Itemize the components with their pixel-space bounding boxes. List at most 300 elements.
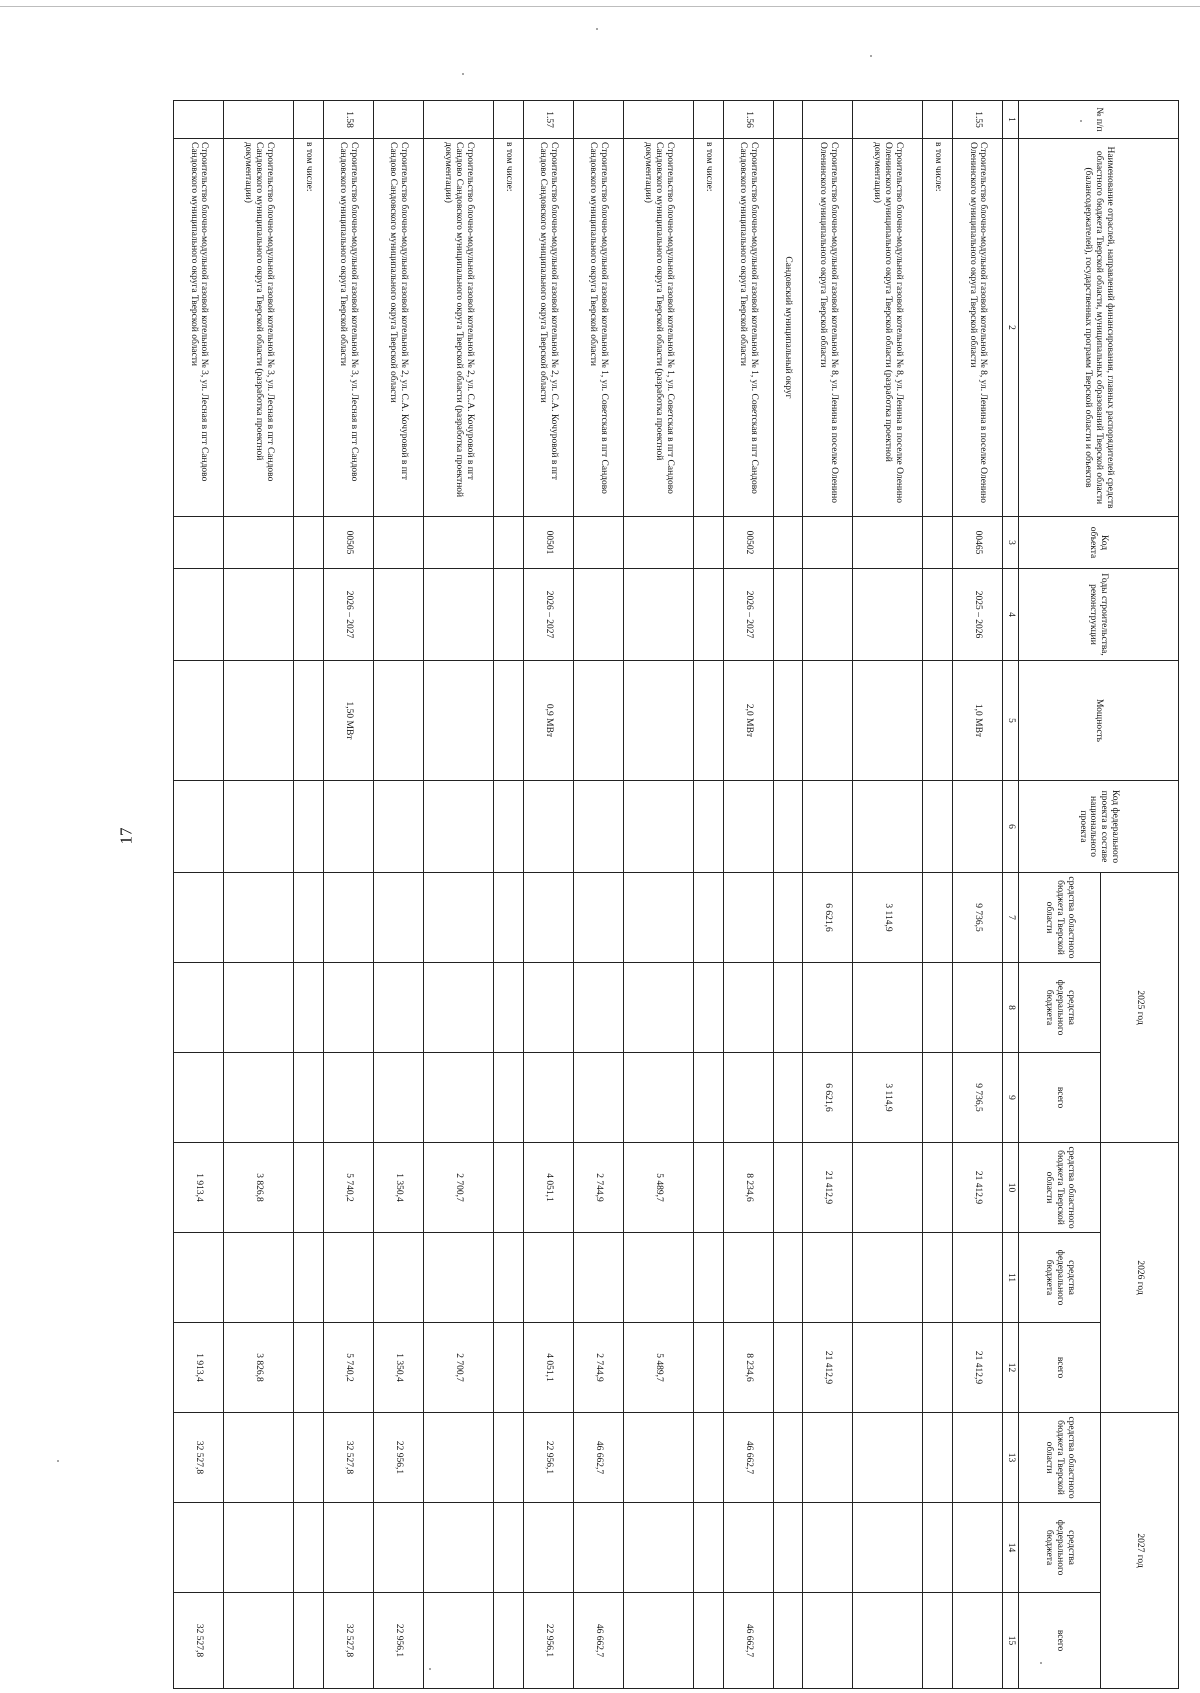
row-name-cell: в том числе: [693, 139, 723, 517]
power-cell [573, 661, 623, 781]
federal-2025-cell [294, 963, 324, 1053]
total-2025-cell [174, 1053, 224, 1143]
column-number: 6 [1003, 781, 1019, 873]
total-2027-cell [224, 1593, 294, 1689]
total-2026-cell: 2 700,7 [423, 1323, 493, 1413]
federal-project-code-cell [224, 781, 294, 873]
row-number-cell: 1.56 [723, 101, 773, 139]
federal-2025-cell [693, 963, 723, 1053]
total-2025-cell [623, 1053, 693, 1143]
regional-2025-cell [494, 873, 524, 963]
section-row [773, 101, 803, 1689]
subheader-regional-2027: средства областного бюджета Тверской области [1019, 1413, 1101, 1503]
power-cell [773, 661, 803, 781]
regional-2027-cell: 32 527,8 [174, 1413, 224, 1503]
federal-2025-cell [573, 963, 623, 1053]
row-number-cell [773, 101, 803, 139]
total-2026-cell: 5 489,7 [623, 1323, 693, 1413]
regional-2026-cell: 5 489,7 [623, 1143, 693, 1233]
object-code-cell [623, 517, 693, 569]
table-row [573, 101, 623, 1689]
federal-2026-cell [294, 1233, 324, 1323]
total-2026-cell [494, 1323, 524, 1413]
federal-project-code-cell [294, 781, 324, 873]
table-row [373, 101, 423, 1689]
regional-2027-cell [294, 1413, 324, 1503]
subheader-regional-2025: средства областного бюджета Тверской области [1019, 873, 1101, 963]
federal-project-code-cell [773, 781, 803, 873]
federal-2027-cell [723, 1503, 773, 1593]
federal-2025-cell [623, 963, 693, 1053]
row-number-cell [693, 101, 723, 139]
total-2026-cell: 8 234,6 [723, 1323, 773, 1413]
object-code-cell: 00465 [953, 517, 1003, 569]
federal-2026-cell [494, 1233, 524, 1323]
scan-edge-line [0, 6, 1200, 7]
total-2027-cell: 32 527,8 [323, 1593, 373, 1689]
column-number: 2 [1003, 139, 1019, 517]
row-number-cell [573, 101, 623, 139]
federal-project-code-cell [373, 781, 423, 873]
regional-2025-cell [623, 873, 693, 963]
federal-2027-cell [373, 1503, 423, 1593]
scan-speck [870, 55, 872, 57]
federal-2027-cell [773, 1503, 803, 1593]
regional-2025-cell [373, 873, 423, 963]
federal-project-code-cell [923, 781, 953, 873]
power-cell [803, 661, 853, 781]
total-2025-cell [723, 1053, 773, 1143]
row-number-cell [224, 101, 294, 139]
federal-2025-cell [803, 963, 853, 1053]
federal-2027-cell [923, 1503, 953, 1593]
regional-2027-cell [923, 1413, 953, 1503]
regional-2027-cell [803, 1413, 853, 1503]
total-2027-cell: 32 527,8 [174, 1593, 224, 1689]
object-code-cell [373, 517, 423, 569]
header-power: Мощность [1019, 661, 1179, 781]
power-cell [623, 661, 693, 781]
regional-2025-cell [573, 873, 623, 963]
federal-2025-cell [494, 963, 524, 1053]
row-number-cell [494, 101, 524, 139]
column-number: 11 [1003, 1233, 1019, 1323]
power-cell [174, 661, 224, 781]
table-row [494, 101, 524, 1689]
federal-2027-cell [803, 1503, 853, 1593]
regional-2026-cell: 2 700,7 [423, 1143, 493, 1233]
row-number-cell [623, 101, 693, 139]
row-number-cell [803, 101, 853, 139]
federal-2027-cell [523, 1503, 573, 1593]
column-number: 5 [1003, 661, 1019, 781]
construction-years-cell [853, 569, 923, 661]
table-row [623, 101, 693, 1689]
table-row [294, 101, 324, 1689]
construction-years-cell [923, 569, 953, 661]
scan-speck [57, 1460, 59, 1462]
federal-project-code-cell [523, 781, 573, 873]
regional-2026-cell: 5 740,2 [323, 1143, 373, 1233]
federal-2025-cell [423, 963, 493, 1053]
regional-2026-cell [853, 1143, 923, 1233]
federal-2027-cell [494, 1503, 524, 1593]
federal-2027-cell [174, 1503, 224, 1593]
total-2025-cell: 9 736,5 [953, 1053, 1003, 1143]
header-year-2026: 2026 год [1101, 1143, 1179, 1413]
federal-2026-cell [373, 1233, 423, 1323]
regional-2027-cell: 46 662,7 [723, 1413, 773, 1503]
column-number: 9 [1003, 1053, 1019, 1143]
object-code-cell [423, 517, 493, 569]
regional-2026-cell [294, 1143, 324, 1233]
regional-2026-cell: 21 412,9 [953, 1143, 1003, 1233]
regional-2027-cell [853, 1413, 923, 1503]
construction-years-cell [373, 569, 423, 661]
regional-2025-cell [294, 873, 324, 963]
regional-2027-cell [494, 1413, 524, 1503]
federal-2026-cell [423, 1233, 493, 1323]
federal-2025-cell [723, 963, 773, 1053]
federal-2026-cell [224, 1233, 294, 1323]
object-code-cell [294, 517, 324, 569]
federal-2025-cell [923, 963, 953, 1053]
regional-2026-cell: 2 744,9 [573, 1143, 623, 1233]
object-code-cell [224, 517, 294, 569]
construction-years-cell [423, 569, 493, 661]
regional-2027-cell [623, 1413, 693, 1503]
construction-years-cell: 2026 – 2027 [723, 569, 773, 661]
construction-years-cell: 2026 – 2027 [523, 569, 573, 661]
total-2026-cell [853, 1323, 923, 1413]
power-cell [224, 661, 294, 781]
federal-project-code-cell [573, 781, 623, 873]
table-header [1003, 101, 1179, 1689]
row-number-cell: 1.58 [323, 101, 373, 139]
total-2027-cell [693, 1593, 723, 1689]
row-number-cell [423, 101, 493, 139]
total-2026-cell: 2 744,9 [573, 1323, 623, 1413]
federal-2025-cell [224, 963, 294, 1053]
regional-2025-cell [423, 873, 493, 963]
construction-years-cell [803, 569, 853, 661]
column-number: 10 [1003, 1143, 1019, 1233]
header-year-2025: 2025 год [1101, 873, 1179, 1143]
power-cell [494, 661, 524, 781]
total-2027-cell: 22 956,1 [373, 1593, 423, 1689]
federal-2026-cell [923, 1233, 953, 1323]
power-cell: 0,9 МВт [523, 661, 573, 781]
object-code-cell: 00505 [323, 517, 373, 569]
regional-2025-cell: 3 114,9 [853, 873, 923, 963]
total-2026-cell: 3 826,8 [224, 1323, 294, 1413]
federal-2027-cell [853, 1503, 923, 1593]
regional-2025-cell [224, 873, 294, 963]
total-2025-cell: 6 621,6 [803, 1053, 853, 1143]
total-2025-cell [423, 1053, 493, 1143]
construction-years-cell [773, 569, 803, 661]
column-number: 1 [1003, 101, 1019, 139]
regional-2027-cell [224, 1413, 294, 1503]
total-2026-cell [294, 1323, 324, 1413]
row-name-cell: Строительство блочно-модульной газовой котельной № 1, ул. Советская в пгт Сандово Сандовского муниципального округа Тверской области (разработка проектной документации) [623, 139, 693, 517]
total-2027-cell [853, 1593, 923, 1689]
total-2027-cell [623, 1593, 693, 1689]
federal-project-code-cell [723, 781, 773, 873]
table-row [853, 101, 923, 1689]
total-2026-cell: 4 051,1 [523, 1323, 573, 1413]
column-number: 12 [1003, 1323, 1019, 1413]
row-name-cell: Строительство блочно-модульной газовой котельной № 8, ул. Ленина в поселке Оленино Оленинского муниципального округа Тверской области [803, 139, 853, 517]
subheader-regional-2026: средства областного бюджета Тверской области [1019, 1143, 1101, 1233]
total-2027-cell [773, 1593, 803, 1689]
regional-2027-cell: 46 662,7 [573, 1413, 623, 1503]
regional-2027-cell [773, 1413, 803, 1503]
federal-project-code-cell [953, 781, 1003, 873]
total-2026-cell [693, 1323, 723, 1413]
federal-2027-cell [323, 1503, 373, 1593]
federal-2025-cell [174, 963, 224, 1053]
federal-2025-cell [323, 963, 373, 1053]
regional-2026-cell: 1 350,4 [373, 1143, 423, 1233]
table-row [423, 101, 493, 1689]
scan-speck [596, 28, 598, 30]
total-2025-cell: 3 114,9 [853, 1053, 923, 1143]
total-2025-cell [773, 1053, 803, 1143]
regional-2027-cell [953, 1413, 1003, 1503]
subheader-total-2025: всего [1019, 1053, 1101, 1143]
federal-2026-cell [623, 1233, 693, 1323]
table-body [174, 101, 1003, 1689]
header-federal-project-code: Код федерального проекта в составе национального проекта [1019, 781, 1179, 873]
regional-2027-cell [423, 1413, 493, 1503]
federal-project-code-cell [623, 781, 693, 873]
row-number-cell [923, 101, 953, 139]
subheader-total-2027: всего [1019, 1593, 1101, 1689]
scan-speck [462, 73, 464, 75]
regional-2025-cell [523, 873, 573, 963]
federal-2027-cell [294, 1503, 324, 1593]
power-cell: 1,50 МВт [323, 661, 373, 781]
regional-2025-cell: 9 736,5 [953, 873, 1003, 963]
federal-2026-cell [953, 1233, 1003, 1323]
total-2027-cell: 22 956,1 [523, 1593, 573, 1689]
federal-2027-cell [623, 1503, 693, 1593]
federal-2025-cell [853, 963, 923, 1053]
column-number: 14 [1003, 1503, 1019, 1593]
row-name-cell: Строительство блочно-модульной газовой котельной № 1, ул. Советская в пгт Сандово Сандовского муниципального округа Тверской области [723, 139, 773, 517]
object-code-cell [853, 517, 923, 569]
regional-2025-cell [723, 873, 773, 963]
total-2025-cell [693, 1053, 723, 1143]
federal-2026-cell [723, 1233, 773, 1323]
total-2025-cell [323, 1053, 373, 1143]
power-cell [923, 661, 953, 781]
regional-2026-cell [773, 1143, 803, 1233]
regional-2026-cell [923, 1143, 953, 1233]
total-2027-cell [494, 1593, 524, 1689]
total-2025-cell [373, 1053, 423, 1143]
total-2026-cell: 1 913,4 [174, 1323, 224, 1413]
table-row [323, 101, 373, 1689]
subheader-federal-2026: средства федерального бюджета [1019, 1233, 1101, 1323]
row-number-cell [174, 101, 224, 139]
federal-2026-cell [773, 1233, 803, 1323]
regional-2026-cell [494, 1143, 524, 1233]
column-number: 15 [1003, 1593, 1019, 1689]
header-construction-years: Годы строительства, реконструкции [1019, 569, 1179, 661]
federal-2027-cell [423, 1503, 493, 1593]
object-code-cell [573, 517, 623, 569]
row-number-cell: 1.55 [953, 101, 1003, 139]
construction-years-cell [623, 569, 693, 661]
construction-years-cell [294, 569, 324, 661]
total-2026-cell [923, 1323, 953, 1413]
power-cell: 1,0 МВт [953, 661, 1003, 781]
federal-2026-cell [174, 1233, 224, 1323]
regional-2026-cell [693, 1143, 723, 1233]
federal-2027-cell [573, 1503, 623, 1593]
regional-2025-cell [773, 873, 803, 963]
construction-years-cell [494, 569, 524, 661]
construction-years-cell: 2026 – 2027 [323, 569, 373, 661]
total-2025-cell [523, 1053, 573, 1143]
total-2025-cell [573, 1053, 623, 1143]
object-code-cell: 00501 [523, 517, 573, 569]
total-2027-cell [423, 1593, 493, 1689]
federal-2026-cell [693, 1233, 723, 1323]
row-number-cell [853, 101, 923, 139]
regional-2027-cell: 22 956,1 [523, 1413, 573, 1503]
column-number: 7 [1003, 873, 1019, 963]
header-name: Наименование отраслей, направлений финансирования, главных распорядителей средств областного бюджета Тверской области, муниципальных образований Тверской области (балансодержателей), государственных программ Тверской области и объектов [1019, 139, 1179, 517]
federal-2025-cell [773, 963, 803, 1053]
row-name-cell: Строительство блочно-модульной газовой котельной № 2, ул. С.А. Кочуровой в пгт Сандово Сандовского муниципального округа Тверской области [523, 139, 573, 517]
table-row [923, 101, 953, 1689]
federal-2025-cell [373, 963, 423, 1053]
federal-2027-cell [224, 1503, 294, 1593]
power-cell: 2,0 МВт [723, 661, 773, 781]
row-name-cell: Строительство блочно-модульной газовой котельной № 3, ул. Лесная в пгт Сандово Сандовского муниципального округа Тверской области (разработка проектной документации) [224, 139, 294, 517]
rotated-page-content [173, 100, 1179, 1678]
object-code-cell [773, 517, 803, 569]
table-row [953, 101, 1003, 1689]
total-2025-cell [224, 1053, 294, 1143]
federal-project-code-cell [693, 781, 723, 873]
object-code-cell: 00502 [723, 517, 773, 569]
federal-project-code-cell [494, 781, 524, 873]
total-2027-cell [923, 1593, 953, 1689]
construction-years-cell [174, 569, 224, 661]
federal-2026-cell [853, 1233, 923, 1323]
federal-2025-cell [953, 963, 1003, 1053]
row-name-cell: в том числе: [923, 139, 953, 517]
budget-table [173, 100, 1179, 1689]
row-name-cell: Строительство блочно-модульной газовой котельной № 8, ул. Ленина в поселке Оленино Оленинского муниципального округа Тверской области [953, 139, 1003, 517]
federal-2027-cell [953, 1503, 1003, 1593]
header-year-2027: 2027 год [1101, 1413, 1179, 1689]
table-row [723, 101, 773, 1689]
column-number: 13 [1003, 1413, 1019, 1503]
object-code-cell [494, 517, 524, 569]
row-name-cell: Строительство блочно-модульной газовой котельной № 3, ул. Лесная в пгт Сандово Сандовского муниципального округа Тверской области [174, 139, 224, 517]
total-2026-cell: 1 350,4 [373, 1323, 423, 1413]
total-2025-cell [923, 1053, 953, 1143]
power-cell [373, 661, 423, 781]
construction-years-cell [693, 569, 723, 661]
table-row [693, 101, 723, 1689]
row-name-cell: Строительство блочно-модульной газовой котельной № 3, ул. Лесная в пгт Сандово Сандовского муниципального округа Тверской области [323, 139, 373, 517]
object-code-cell [803, 517, 853, 569]
total-2026-cell: 5 740,2 [323, 1323, 373, 1413]
total-2027-cell [294, 1593, 324, 1689]
row-name-cell: в том числе: [494, 139, 524, 517]
table-row [174, 101, 224, 1689]
column-number: 8 [1003, 963, 1019, 1053]
column-number-row [1003, 101, 1019, 1689]
total-2027-cell [803, 1593, 853, 1689]
total-2026-cell: 21 412,9 [953, 1323, 1003, 1413]
power-cell [853, 661, 923, 781]
federal-project-code-cell [803, 781, 853, 873]
total-2026-cell: 21 412,9 [803, 1323, 853, 1413]
table-row [803, 101, 853, 1689]
regional-2026-cell: 8 234,6 [723, 1143, 773, 1233]
row-name-cell: Строительство блочно-модульной газовой котельной № 2, ул. С.А. Кочуровой в пгт Сандово Сандовского муниципального округа Тверской области (разработка проектной документации) [423, 139, 493, 517]
regional-2027-cell: 22 956,1 [373, 1413, 423, 1503]
column-number: 4 [1003, 569, 1019, 661]
regional-2025-cell [923, 873, 953, 963]
table-row [523, 101, 573, 1689]
row-name-cell: Строительство блочно-модульной газовой котельной № 2, ул. С.А. Кочуровой в пгт Сандово Сандовского муниципального округа Тверской области [373, 139, 423, 517]
row-name-cell: в том числе: [294, 139, 324, 517]
regional-2026-cell: 1 913,4 [174, 1143, 224, 1233]
regional-2026-cell: 4 051,1 [523, 1143, 573, 1233]
power-cell [294, 661, 324, 781]
federal-2026-cell [523, 1233, 573, 1323]
row-name-cell: Строительство блочно-модульной газовой котельной № 1, ул. Советская в пгт Сандово Сандовского муниципального округа Тверской области [573, 139, 623, 517]
federal-2025-cell [523, 963, 573, 1053]
power-cell [423, 661, 493, 781]
federal-project-code-cell [423, 781, 493, 873]
object-code-cell [923, 517, 953, 569]
regional-2025-cell: 6 621,6 [803, 873, 853, 963]
row-number-cell: 1.57 [523, 101, 573, 139]
total-2025-cell [494, 1053, 524, 1143]
federal-project-code-cell [323, 781, 373, 873]
federal-2026-cell [803, 1233, 853, 1323]
federal-2026-cell [323, 1233, 373, 1323]
total-2027-cell: 46 662,7 [723, 1593, 773, 1689]
row-name-cell: Сандовский муниципальный округ [773, 139, 803, 517]
header-object-code: Код объекта [1019, 517, 1179, 569]
total-2026-cell [773, 1323, 803, 1413]
regional-2027-cell: 32 527,8 [323, 1413, 373, 1503]
construction-years-cell [573, 569, 623, 661]
federal-project-code-cell [174, 781, 224, 873]
construction-years-cell: 2025 – 2026 [953, 569, 1003, 661]
header-num: № п/п [1019, 101, 1179, 139]
federal-2026-cell [573, 1233, 623, 1323]
object-code-cell [174, 517, 224, 569]
power-cell [693, 661, 723, 781]
federal-project-code-cell [853, 781, 923, 873]
total-2025-cell [294, 1053, 324, 1143]
construction-years-cell [224, 569, 294, 661]
regional-2025-cell [174, 873, 224, 963]
subheader-federal-2027: средства федерального бюджета [1019, 1503, 1101, 1593]
total-2027-cell [953, 1593, 1003, 1689]
